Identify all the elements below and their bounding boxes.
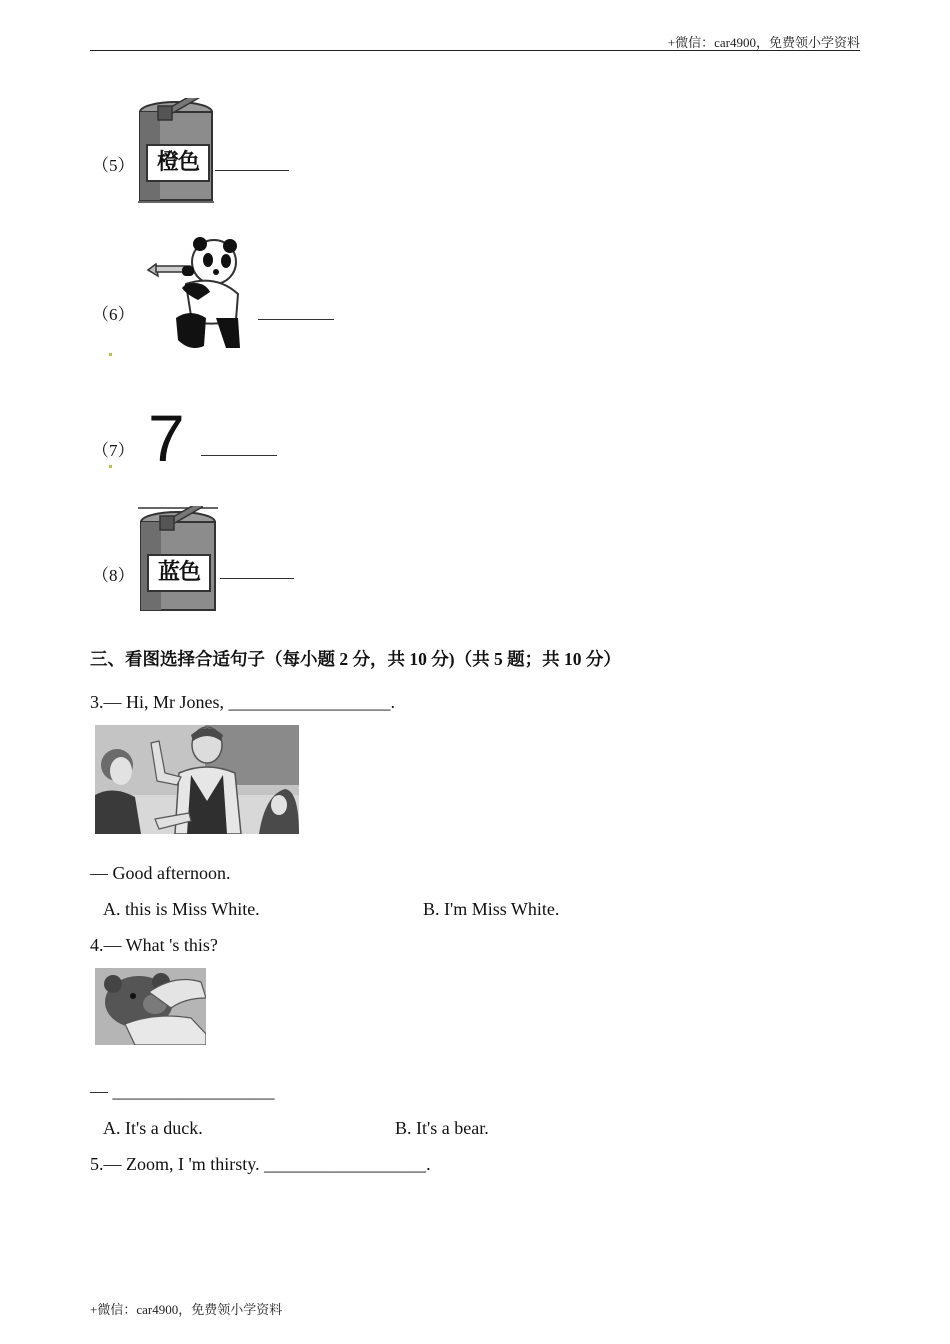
item-7-number: （7） [92,441,135,460]
item-8-number: （8） [92,566,135,585]
question-3-option-b[interactable]: B. I'm Miss White. [423,899,560,919]
paint-can-icon [138,98,214,204]
item-5-number: （5） [92,156,135,175]
answer-blank-8[interactable] [220,578,294,579]
number-seven-picture: 7 [148,401,185,475]
section-3-heading: 三、看图选择合适句子（每小题 2 分，共 10 分)（共 5 题；共 10 分） [90,649,621,669]
question-4-option-a[interactable]: A. It's a duck. [103,1118,203,1138]
question-4-option-b[interactable]: B. It's a bear. [395,1118,489,1138]
header-rule [90,50,860,51]
question-4-reply: — __________________ [90,1081,275,1101]
question-4-stem: 4.— What 's this? [90,935,218,955]
answer-blank-7[interactable] [201,455,277,456]
paint-can-label: 橙色 [146,144,210,182]
question-5-stem: 5.— Zoom, I 'm thirsty. __________________. [90,1154,431,1174]
bear-toy-photo [95,968,206,1045]
question-3-stem: 3.— Hi, Mr Jones, __________________. [90,692,395,712]
footer-watermark: +微信：car4900，免费领小学资料 [90,1302,283,1317]
item-6-number: （6） [92,305,135,324]
panda-trumpet-icon [146,234,246,354]
paint-can-icon [138,506,218,614]
question-3-reply: — Good afternoon. [90,863,231,883]
header-watermark: +微信：car4900，免费领小学资料 [667,35,860,50]
answer-blank-6[interactable] [258,319,334,320]
answer-blank-5[interactable] [215,170,289,171]
greeting-scene-photo [95,725,299,834]
paint-can-label: 蓝色 [147,554,211,592]
question-3-option-a[interactable]: A. this is Miss White. [103,899,260,919]
scan-speck [109,465,112,468]
scan-speck [109,353,112,356]
